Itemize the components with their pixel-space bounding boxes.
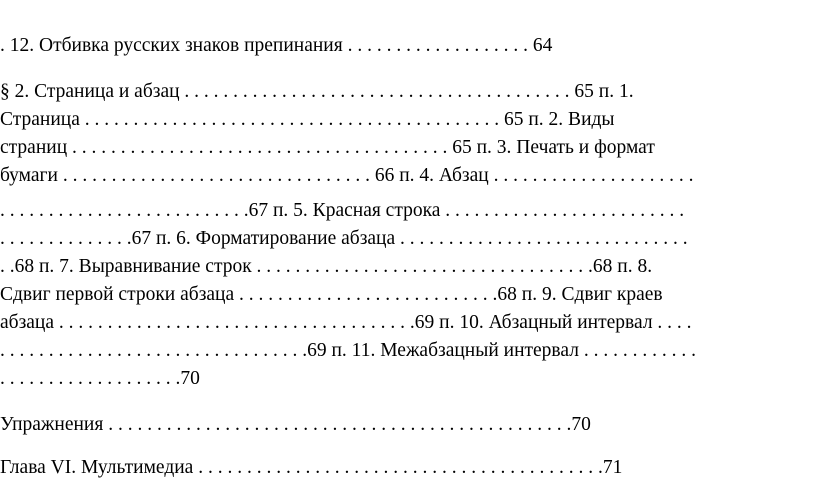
toc-section-2-line: . . . . . . . . . . . . . .67 п. 6. Форматирование абзаца . . . . . . . . . . . . . . . . . . . . . . . . . . . . . . <box>0 228 688 249</box>
toc-exercises: Упражнения . . . . . . . . . . . . . . . . . . . . . . . . . . . . . . . . . . . . . . . . . . . . . . . .70 <box>0 414 591 435</box>
toc-section-2-line: бумаги . . . . . . . . . . . . . . . . . . . . . . . . . . . . . . . . 66 п. 4. Абзац . . . . . . . . . . . . . . . . . . . . . <box>0 165 694 186</box>
toc-section-2-line: . . . . . . . . . . . . . . . . . . . . . . . . . .67 п. 5. Красная строка . . . . . . . . . . . . . . . . . . . . . . . . . <box>0 200 685 221</box>
toc-section-2-line: . . . . . . . . . . . . . . . . . . .70 <box>0 368 200 389</box>
toc-entry-12: . 12. Отбивка русских знаков препинания . . . . . . . . . . . . . . . . . . . 64 <box>0 35 553 56</box>
toc-section-2-line: . .68 п. 7. Выравнивание строк . . . . . . . . . . . . . . . . . . . . . . . . . . . . . . . . . . .68 п. 8. <box>0 256 653 277</box>
toc-chapter-6: Глава VI. Мультимедиа . . . . . . . . . . . . . . . . . . . . . . . . . . . . . . . . . . . . . . . . . .71 <box>0 457 623 478</box>
toc-section-2-line: Сдвиг первой строки абзаца . . . . . . . . . . . . . . . . . . . . . . . . . . .68 п. 9. Сдвиг краев <box>0 284 663 305</box>
toc-section-2-line: Страница . . . . . . . . . . . . . . . . . . . . . . . . . . . . . . . . . . . . . . . . . . . 65 п. 2. Виды <box>0 109 615 130</box>
toc-section-2-line: страниц . . . . . . . . . . . . . . . . . . . . . . . . . . . . . . . . . . . . . . . 65 п. 3. Печать и формат <box>0 137 655 158</box>
toc-section-2-line: . . . . . . . . . . . . . . . . . . . . . . . . . . . . . . . .69 п. 11. Межабзацный интервал . . . . . . . . . . . . <box>0 340 696 361</box>
toc-section-2-line: § 2. Страница и абзац . . . . . . . . . . . . . . . . . . . . . . . . . . . . . . . . . . . . . . . . 65 п. 1. <box>0 81 634 102</box>
toc-section-2-line: абзаца . . . . . . . . . . . . . . . . . . . . . . . . . . . . . . . . . . . . .69 п. 10. Абзацный интервал . . . . <box>0 312 692 333</box>
